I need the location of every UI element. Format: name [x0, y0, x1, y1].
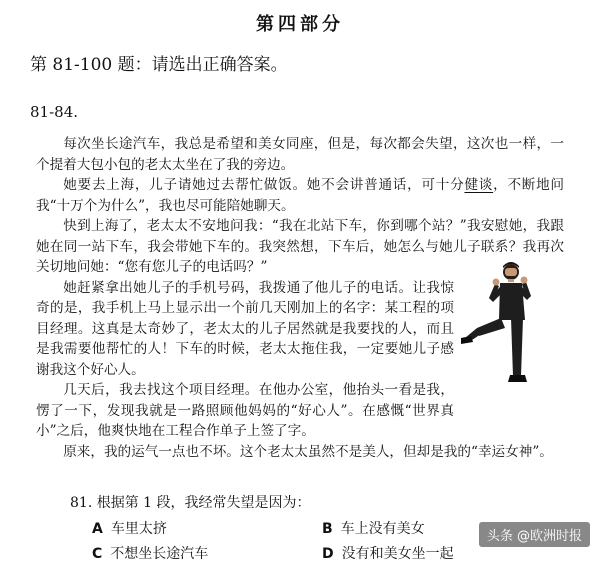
option-letter: B: [322, 521, 333, 537]
passage-paragraph-2: [36, 175, 564, 216]
passage-paragraph-5: 几天后，我去找这个项目经理。在他办公室，他抬头一看是我，愣了一下，发现我就是一路照顾他妈妈的“好心人”。在感慨“世界真小”之后，他爽快地在工程合作单子上签了字。: [36, 382, 454, 439]
passage-paragraph-1: 每次坐长途汽车，我总是希望和美女同座，但是，每次都会失望，这次也一样，一个提着大包小包的老太太坐在了我的旁边。: [36, 136, 564, 173]
passage-paragraph-3: 快到上海了，老太太不安地问我：“我在北站下车，你到哪个站？”我安慰她，我跟她在同一站下车，我会带她下车的。我突然想，下车后，她怎么与她儿子联系？我再次关切地问她：“您有您儿子的电话吗？”: [36, 218, 564, 275]
question-stem: 81. 根据第 1 段，我经常失望是因为：: [70, 495, 311, 511]
option-letter: C: [92, 546, 103, 562]
paragraph-2-text-end: ，不断地问我“十万个为什么”，我也尽可能陪她聊天。: [36, 177, 565, 214]
dancing-man-illustration: [455, 258, 555, 386]
passage-paragraph-4: 她赶紧拿出她儿子的手机号码，我拨通了他儿子的电话。让我惊奇的是，我手机上马上显示出一个前几天刚加上的名字：某工程的项目经理。这真是太奇妙了，老太太的儿子居然就是我要找的人，而且是我需要他帮忙的人！下车的时候，老太太拖住我，一定要她儿子感谢我这个好心人。: [36, 279, 454, 378]
question-range: 81-84.: [30, 103, 79, 121]
option-text: 不想坐长途汽车: [110, 546, 209, 562]
passage-paragraph-6: 原来，我的运气一点也不坏。这个老太太虽然不是美人，但却是我的“幸运女神”。: [63, 443, 553, 460]
underlined-keyword: 健谈: [464, 177, 494, 193]
source-watermark: 头条 @欧洲时报: [479, 522, 590, 547]
option-text: 车上没有美女: [340, 521, 425, 537]
option-text: 车里太挤: [110, 521, 167, 537]
option-c[interactable]: [92, 543, 322, 563]
option-letter: D: [322, 546, 334, 562]
section-title: 第四部分: [256, 14, 344, 35]
option-text: 没有和美女坐一起: [341, 546, 454, 562]
option-letter: A: [92, 521, 103, 537]
option-a[interactable]: [92, 518, 322, 538]
paragraph-2-text-start: 她要去上海，儿子请她过去帮忙做饭。她不会讲普通话，可十分: [63, 177, 465, 193]
instruction-line: 第 81-100 题：请选出正确答案。: [30, 55, 288, 75]
